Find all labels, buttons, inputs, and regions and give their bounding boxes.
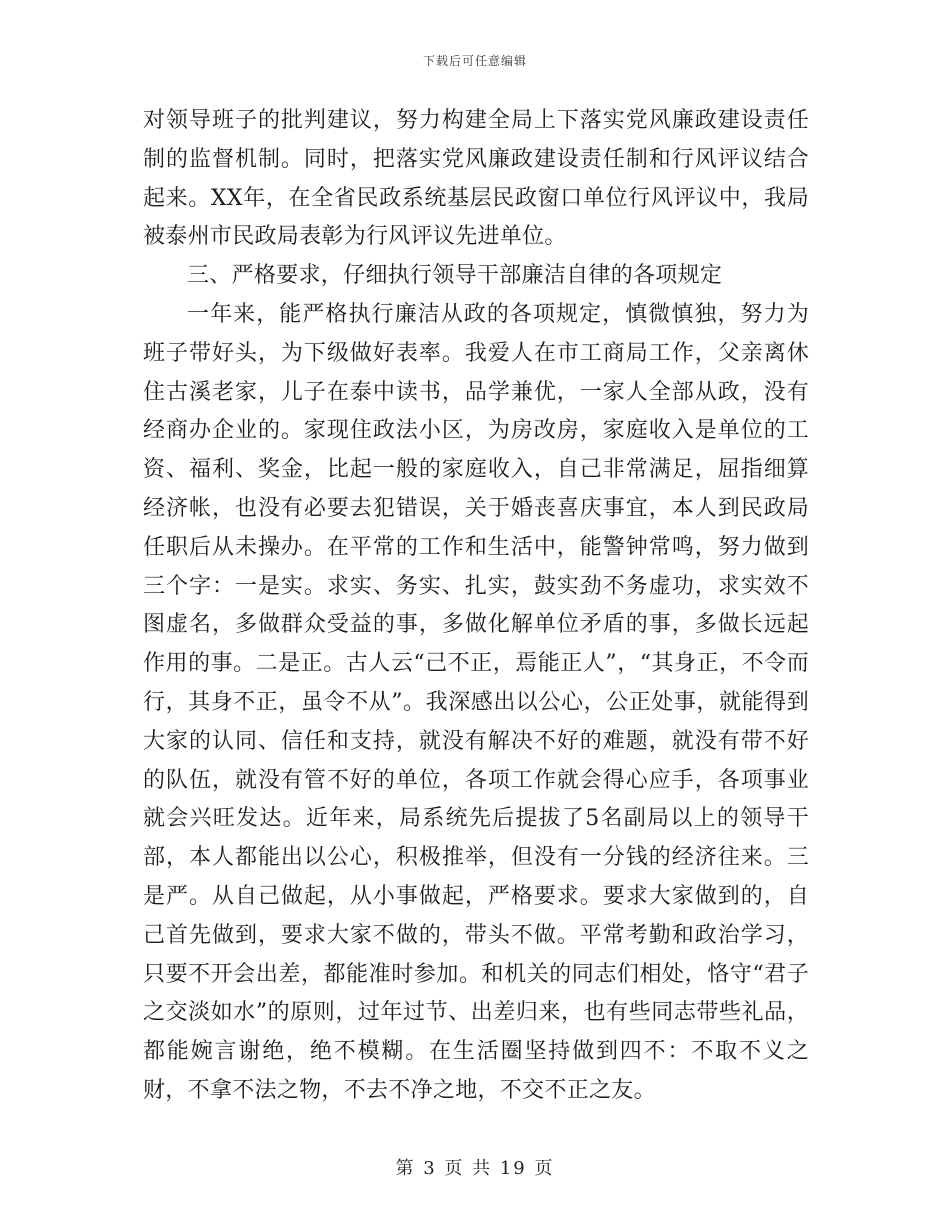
document-body (143, 102, 809, 1111)
page-header: 下载后可任意编辑 (422, 54, 527, 68)
paragraph-continuation: 对领导班子的批判建议，努力构建全局上下落实党风廉政建设责任制的监督机制。同时，把落实党风廉政建设责任制和行风评议结合起来。XX年，在全省民政系统基层民政窗口单位行风评议中，我局被泰州市民政局表彰为行风评议先进单位。 (143, 108, 809, 250)
section-heading: 三、严格要求，仔细执行领导干部廉洁自律的各项规定 (187, 263, 723, 289)
paragraph-main: 一年来，能严格执行廉洁从政的各项规定，慎微慎独，努力为班子带好头，为下级做好表率。我爱人在市工商局工作，父亲离休住古溪老家，儿子在泰中读书，品学兼优，一家人全部从政，没有经商办企业的。家现住政法小区，为房改房，家庭收入是单位的工资、福利、奖金，比起一般的家庭收入，自己非常满足，屈指细算经济帐，也没有必要去犯错误，关于婚丧喜庆事宜，本人到民政局任职后从未操办。在平常的工作和生活中，能警钟常鸣，努力做到三个字：一是实。求实、务实、扎实，鼓实劲不务虚功，求实效不图虚名，多做群众受益的事，多做化解单位矛盾的事，多做长远起作用的事。二是正。古人云“己不正，焉能正人”，“其身正，不令而行，其身不正，虽令不从”。我深感出以公心，公正处事，就能得到大家的认同、信任和支持，就没有解决不好的难题，就没有带不好的队伍，就没有管不好的单位，各项工作就会得心应手，各项事业就会兴旺发达。近年来，局系统先后提拔了5名副局以上的领导干部，本人都能出以公心，积极推举，但没有一分钱的经济往来。三是严。从自己做起，从小事做起，严格要求。要求大家做到的，自己首先做到，要求大家不做的，带头不做。平常考勤和政治学习，只要不开会出差，都能准时参加。和机关的同志们相处，恪守“君子之交淡如水”的原则，过年过节、出差归来，也有些同志带些礼品，都能婉言谢绝，绝不模糊。在生活圈坚持做到四不：不取不义之财，不拿不法之物，不去不净之地，不交不正之友。 (143, 301, 809, 1103)
page-number: 第 3 页 共 19 页 (395, 1158, 555, 1179)
